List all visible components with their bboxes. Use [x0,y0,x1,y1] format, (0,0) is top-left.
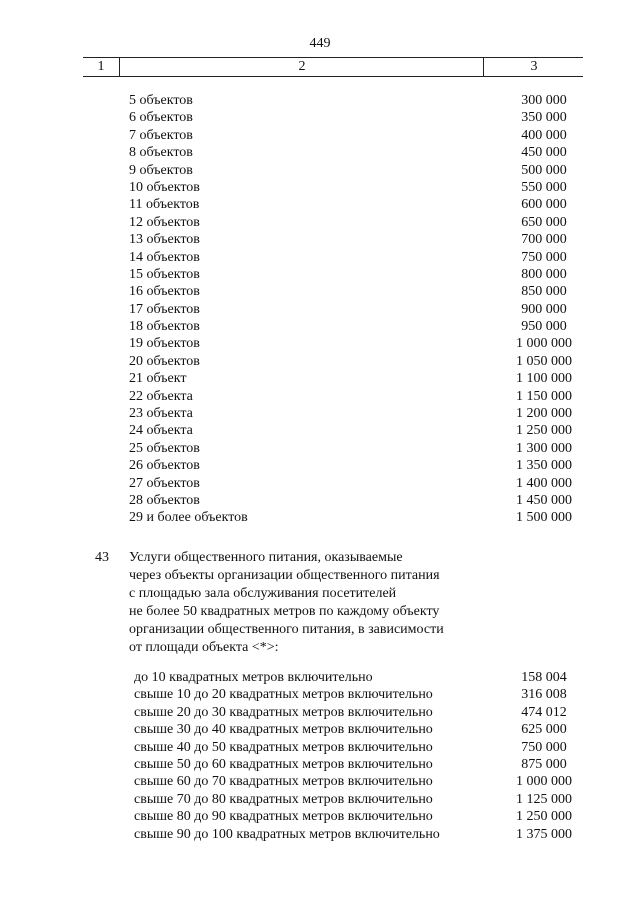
table-row [0,127,640,144]
objects-table [0,92,640,527]
table-row [0,266,640,283]
row-value: 500 000 [521,162,567,178]
row-label: 16 объектов [129,284,200,300]
section-title-line: Услуги общественного питания, оказываемые [129,550,403,565]
row-label: 12 объектов [129,214,200,230]
row-label: 23 объекта [129,406,193,422]
row-label: 26 объектов [129,458,200,474]
row-value: 650 000 [521,214,567,230]
row-value: 1 200 000 [516,406,572,422]
section-title [129,549,489,657]
row-label: свыше 40 до 50 квадратных метров включительно [134,739,433,755]
row-label: 11 объектов [129,197,200,213]
row-label: до 10 квадратных метров включительно [134,670,373,685]
row-value: 1 000 000 [516,336,572,352]
table-row [0,109,640,126]
row-value: 1 100 000 [516,371,572,387]
row-label: 13 объектов [129,232,200,248]
column-header-row [83,57,583,77]
section-title-line: через объекты организации общественного питания [129,568,440,583]
table-row [0,721,640,738]
table-row [0,335,640,352]
table-row [0,509,640,526]
row-label: 14 объектов [129,249,200,265]
section-title-line: с площадью зала обслуживания посетителей [129,586,397,601]
column-header-2: 2 [119,58,484,76]
table-row [0,826,640,843]
row-value: 1 150 000 [516,388,572,404]
row-value: 800 000 [521,266,567,282]
table-row [0,739,640,756]
table-row [0,808,640,825]
table-row [0,370,640,387]
row-value: 1 500 000 [516,510,572,526]
row-label: свыше 10 до 20 квадратных метров включительно [134,687,433,703]
row-label: свыше 80 до 90 квадратных метров включительно [134,809,433,825]
table-row [0,353,640,370]
table-row [0,92,640,109]
row-value: 1 250 000 [516,809,572,825]
row-label: 27 объектов [129,475,200,491]
row-value: 1 250 000 [516,423,572,439]
table-row [0,405,640,422]
row-value: 400 000 [521,127,567,143]
table-row [0,756,640,773]
column-header-1: 1 [97,59,105,74]
table-row [0,492,640,509]
row-label: 28 объектов [129,492,200,508]
row-label: 21 объект [129,371,187,387]
table-row [0,686,640,703]
row-label: 17 объектов [129,301,200,317]
table-row [0,144,640,161]
row-value: 750 000 [521,249,567,265]
row-value: 1 050 000 [516,353,572,369]
row-label: 10 объектов [129,179,200,195]
row-label: свыше 50 до 60 квадратных метров включительно [134,756,433,772]
row-value: 1 400 000 [516,475,572,491]
area-table [0,669,640,843]
row-label: 7 объектов [129,127,193,143]
row-value: 1 125 000 [516,791,572,807]
row-value: 900 000 [521,301,567,317]
table-row [0,669,640,686]
row-value: 625 000 [521,722,567,738]
table-row [0,231,640,248]
row-label: 9 объектов [129,162,193,178]
row-label: 18 объектов [129,319,200,335]
row-value: 1 000 000 [516,774,572,790]
table-row [0,162,640,179]
row-value: 316 008 [521,687,567,703]
section-title-line: не более 50 квадратных метров по каждому объекту [129,604,440,619]
section-title-line: от площади объекта <*>: [129,640,279,655]
row-value: 750 000 [521,739,567,755]
table-row [0,773,640,790]
row-label: свыше 30 до 40 квадратных метров включительно [134,722,433,738]
row-label: 22 объекта [129,388,193,404]
row-label: 15 объектов [129,266,200,282]
row-label: свыше 90 до 100 квадратных метров включительно [134,826,440,842]
table-row [0,475,640,492]
row-label: 29 и более объектов [129,510,248,526]
row-label: 6 объектов [129,110,193,126]
table-row [0,179,640,196]
table-row [0,214,640,231]
section-title-line: организации общественного питания, в зависимости [129,622,444,637]
row-value: 950 000 [521,319,567,335]
table-row [0,457,640,474]
row-value: 350 000 [521,110,567,126]
row-label: 5 объектов [129,93,193,108]
row-value: 600 000 [521,197,567,213]
row-label: 24 объекта [129,423,193,439]
row-value: 1 350 000 [516,458,572,474]
table-row [0,318,640,335]
row-value: 550 000 [521,179,567,195]
row-value: 450 000 [521,145,567,161]
row-value: 1 300 000 [516,440,572,456]
row-value: 1 450 000 [516,492,572,508]
row-label: 20 объектов [129,353,200,369]
row-value: 850 000 [521,284,567,300]
row-value: 158 004 [521,670,567,685]
table-row [0,388,640,405]
row-value: 300 000 [521,93,567,108]
section-number: 43 [95,550,109,565]
row-value: 1 375 000 [516,826,572,842]
row-value: 474 012 [521,704,567,720]
row-label: свыше 70 до 80 квадратных метров включительно [134,791,433,807]
row-label: свыше 60 до 70 квадратных метров включительно [134,774,433,790]
table-row [0,283,640,300]
table-row [0,791,640,808]
table-row [0,196,640,213]
row-label: 8 объектов [129,145,193,161]
table-row [0,422,640,439]
row-label: свыше 20 до 30 квадратных метров включительно [134,704,433,720]
table-row [0,249,640,266]
row-label: 25 объектов [129,440,200,456]
column-header-3: 3 [483,58,584,76]
table-row [0,440,640,457]
table-row [0,301,640,318]
page-number: 449 [309,36,331,51]
table-row [0,704,640,721]
row-value: 700 000 [521,232,567,248]
row-label: 19 объектов [129,336,200,352]
row-value: 875 000 [521,756,567,772]
